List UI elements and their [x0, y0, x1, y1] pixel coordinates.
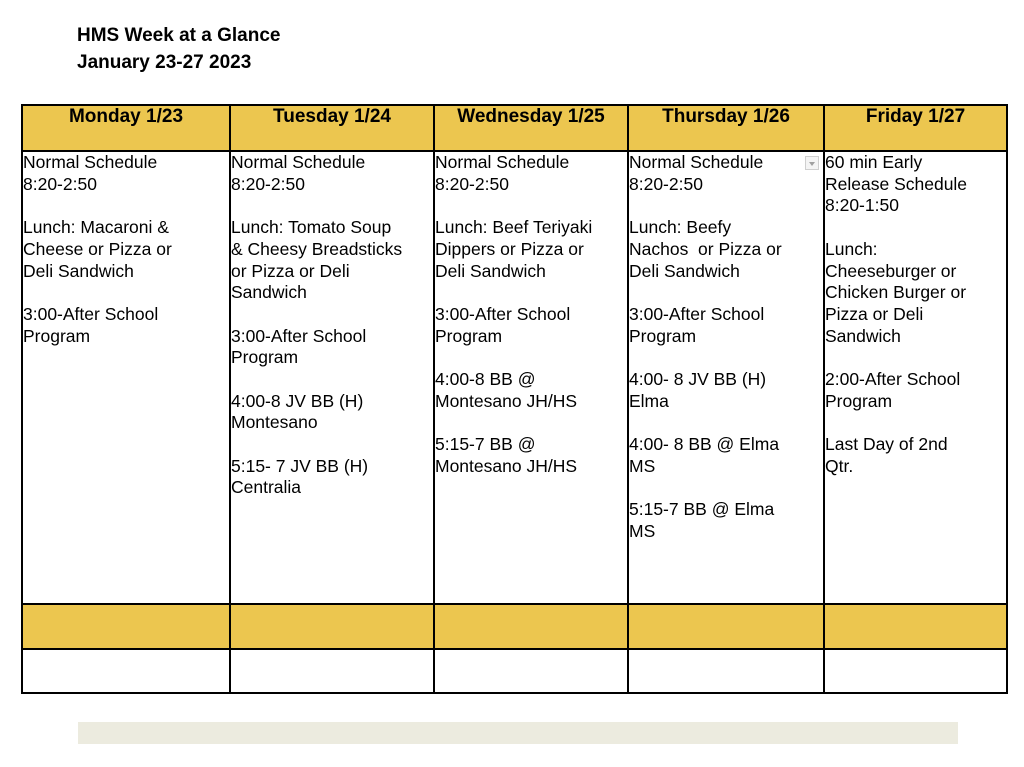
schedule-line: Montesano JH/HS	[435, 390, 578, 411]
content-row	[22, 151, 1007, 604]
schedule-line: 3:00-After School	[435, 303, 571, 324]
cell-dropdown-arrow-icon[interactable]	[805, 156, 819, 170]
schedule-line: Lunch: Beefy	[629, 217, 732, 238]
schedule-paragraph	[23, 152, 229, 195]
schedule-line: 4:00-8 JV BB (H)	[231, 390, 364, 411]
schedule-paragraph	[435, 152, 627, 195]
empty-cell[interactable]	[230, 604, 434, 649]
schedule-line: 2:00-After School	[825, 369, 961, 389]
day-cell-thursday[interactable]	[628, 151, 824, 604]
schedule-line: Cheeseburger or	[825, 260, 957, 281]
day-heading-wednesday: Wednesday 1/25	[434, 105, 628, 151]
schedule-line: Normal Schedule	[435, 152, 570, 172]
schedule-paragraph	[435, 304, 627, 347]
gold-empty-row	[22, 604, 1007, 649]
schedule-paragraph	[23, 304, 229, 347]
schedule-line: Montesano	[231, 412, 318, 433]
schedule-line: Lunch: Tomato Soup	[231, 217, 392, 238]
schedule-paragraph	[825, 434, 1006, 477]
empty-cell[interactable]	[434, 649, 628, 693]
schedule-line: 3:00-After School	[231, 325, 367, 346]
schedule-line: Program	[825, 390, 893, 411]
day-cell-wednesday[interactable]	[434, 151, 628, 604]
schedule-line: Normal Schedule	[629, 152, 764, 172]
schedule-paragraph	[231, 456, 433, 499]
schedule-line: 3:00-After School	[629, 303, 765, 324]
day-heading-monday: Monday 1/23	[22, 105, 230, 151]
schedule-line: Program	[435, 325, 503, 346]
schedule-paragraph	[231, 326, 433, 369]
schedule-line: Dippers or Pizza or	[435, 238, 584, 259]
schedule-paragraph	[825, 369, 1006, 412]
schedule-line: Centralia	[231, 477, 302, 498]
schedule-line: Deli Sandwich	[435, 260, 546, 281]
schedule-line: 8:20-2:50	[23, 173, 97, 194]
schedule-line: 5:15-7 BB @ Elma	[629, 499, 775, 520]
schedule-line: & Cheesy Breadsticks	[231, 238, 403, 259]
day-cell-monday[interactable]	[22, 151, 230, 604]
schedule-line: Nachos or Pizza or	[629, 238, 782, 259]
schedule-line: Program	[23, 325, 91, 346]
schedule-paragraph	[825, 152, 1006, 217]
schedule-line: 4:00-8 BB @	[435, 368, 536, 389]
schedule-line: Deli Sandwich	[629, 260, 740, 281]
schedule-line: Deli Sandwich	[23, 260, 134, 281]
schedule-paragraph	[231, 391, 433, 434]
schedule-line: 8:20-2:50	[231, 173, 305, 194]
empty-cell[interactable]	[824, 649, 1007, 693]
schedule-line: Chicken Burger or	[825, 282, 967, 303]
schedule-line: Last Day of 2nd	[825, 434, 948, 455]
schedule-line: Cheese or Pizza or	[23, 238, 172, 259]
empty-cell[interactable]	[22, 649, 230, 693]
schedule-paragraph	[435, 434, 627, 477]
schedule-paragraph	[629, 217, 823, 282]
blank-empty-row	[22, 649, 1007, 693]
schedule-paragraph	[629, 499, 823, 542]
schedule-line: Sandwich	[231, 282, 307, 303]
schedule-line: Release Schedule	[825, 173, 968, 194]
empty-cell[interactable]	[230, 649, 434, 693]
day-heading-tuesday: Tuesday 1/24	[230, 105, 434, 151]
schedule-line: 5:15-7 BB @	[435, 434, 536, 455]
schedule-line: 8:20-2:50	[435, 173, 509, 194]
schedule-paragraph	[629, 434, 823, 477]
title-line-2: January 23-27 2023	[77, 52, 252, 73]
schedule-line: Qtr.	[825, 455, 854, 476]
schedule-paragraph	[825, 239, 1006, 348]
schedule-line: Sandwich	[825, 325, 901, 346]
header-row	[22, 105, 1007, 151]
schedule-paragraph	[629, 152, 823, 195]
schedule-paragraph	[629, 304, 823, 347]
schedule-line: or Pizza or Deli	[231, 260, 350, 281]
schedule-line: Pizza or Deli	[825, 303, 924, 324]
schedule-line: 5:15- 7 JV BB (H)	[231, 455, 369, 476]
schedule-paragraph	[629, 369, 823, 412]
schedule-line: Normal Schedule	[231, 152, 366, 172]
schedule-line: 4:00- 8 BB @ Elma	[629, 434, 780, 455]
footer-bar	[78, 722, 958, 744]
schedule-line: MS	[629, 455, 656, 476]
day-heading-friday: Friday 1/27	[824, 105, 1007, 151]
schedule-paragraph	[23, 217, 229, 282]
day-cell-tuesday[interactable]	[230, 151, 434, 604]
schedule-line: 3:00-After School	[23, 303, 159, 324]
schedule-line: Elma	[629, 390, 669, 411]
schedule-line: 4:00- 8 JV BB (H)	[629, 368, 767, 389]
schedule-line: 60 min Early	[825, 152, 923, 172]
schedule-paragraph	[231, 152, 433, 195]
day-cell-friday[interactable]	[824, 151, 1007, 604]
schedule-line: Program	[629, 325, 697, 346]
day-heading-thursday: Thursday 1/26	[628, 105, 824, 151]
schedule-line: Normal Schedule	[23, 152, 158, 172]
schedule-line: 8:20-2:50	[629, 173, 703, 194]
schedule-line: Program	[231, 347, 299, 368]
empty-cell[interactable]	[434, 604, 628, 649]
schedule-line: Montesano JH/HS	[435, 455, 578, 476]
empty-cell[interactable]	[824, 604, 1007, 649]
schedule-line: Lunch:	[825, 238, 878, 259]
schedule-paragraph	[435, 369, 627, 412]
title-line-1: HMS Week at a Glance	[77, 25, 281, 46]
week-table	[21, 104, 1008, 694]
schedule-paragraph	[231, 217, 433, 304]
empty-cell[interactable]	[628, 604, 824, 649]
schedule-line: Lunch: Macaroni &	[23, 217, 169, 238]
schedule-line: MS	[629, 520, 656, 541]
schedule-paragraph	[435, 217, 627, 282]
schedule-line: Lunch: Beef Teriyaki	[435, 217, 593, 238]
empty-cell[interactable]	[628, 649, 824, 693]
schedule-line: 8:20-1:50	[825, 195, 899, 216]
document-title	[77, 22, 280, 76]
empty-cell[interactable]	[22, 604, 230, 649]
